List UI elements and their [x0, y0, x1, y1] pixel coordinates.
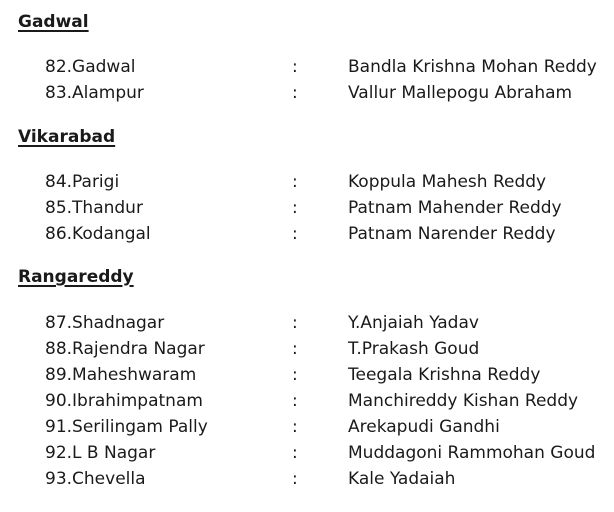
constituency-name: 86.Kodangal — [45, 224, 151, 244]
list-item — [0, 54, 614, 80]
constituency-name: 84.Parigi — [45, 172, 120, 192]
separator-colon: : — [292, 172, 298, 192]
constituency-name: 92.L B Nagar — [45, 443, 156, 463]
separator-colon: : — [292, 83, 298, 103]
member-name: Y.Anjaiah Yadav — [348, 313, 479, 333]
list-item — [0, 221, 614, 247]
separator-colon: : — [292, 313, 298, 333]
constituency-name: 90.Ibrahimpatnam — [45, 391, 203, 411]
constituency-name: 82.Gadwal — [45, 57, 136, 77]
separator-colon: : — [292, 339, 298, 359]
member-name: Vallur Mallepogu Abraham — [348, 83, 573, 103]
member-name: Arekapudi Gandhi — [348, 417, 500, 437]
section-heading-gadwal: Gadwal — [18, 12, 89, 32]
separator-colon: : — [292, 198, 298, 218]
separator-colon: : — [292, 391, 298, 411]
separator-colon: : — [292, 469, 298, 489]
constituency-name: 83.Alampur — [45, 83, 144, 103]
section-heading-rangareddy: Rangareddy — [18, 267, 134, 287]
list-item — [0, 310, 614, 336]
list-item — [0, 336, 614, 362]
constituency-name: 93.Chevella — [45, 469, 146, 489]
constituency-name: 85.Thandur — [45, 198, 143, 218]
member-name: Patnam Narender Reddy — [348, 224, 556, 244]
list-item — [0, 195, 614, 221]
separator-colon: : — [292, 417, 298, 437]
separator-colon: : — [292, 443, 298, 463]
list-item — [0, 414, 614, 440]
section-heading-vikarabad: Vikarabad — [18, 127, 116, 147]
member-name: Koppula Mahesh Reddy — [348, 172, 547, 192]
list-item — [0, 80, 614, 106]
list-item — [0, 388, 614, 414]
separator-colon: : — [292, 365, 298, 385]
list-item — [0, 466, 614, 492]
list-item — [0, 169, 614, 195]
member-name: Bandla Krishna Mohan Reddy — [348, 57, 597, 77]
member-name: Patnam Mahender Reddy — [348, 198, 562, 218]
list-item — [0, 362, 614, 388]
member-name: Manchireddy Kishan Reddy — [348, 391, 579, 411]
member-name: Kale Yadaiah — [348, 469, 456, 489]
list-item — [0, 440, 614, 466]
constituency-name: 91.Serilingam Pally — [45, 417, 208, 437]
constituency-name: 87.Shadnagar — [45, 313, 165, 333]
constituency-name: 89.Maheshwaram — [45, 365, 197, 385]
member-name: Teegala Krishna Reddy — [348, 365, 541, 385]
member-name: Muddagoni Rammohan Goud — [348, 443, 596, 463]
constituency-name: 88.Rajendra Nagar — [45, 339, 205, 359]
separator-colon: : — [292, 57, 298, 77]
member-name: T.Prakash Goud — [348, 339, 480, 359]
separator-colon: : — [292, 224, 298, 244]
